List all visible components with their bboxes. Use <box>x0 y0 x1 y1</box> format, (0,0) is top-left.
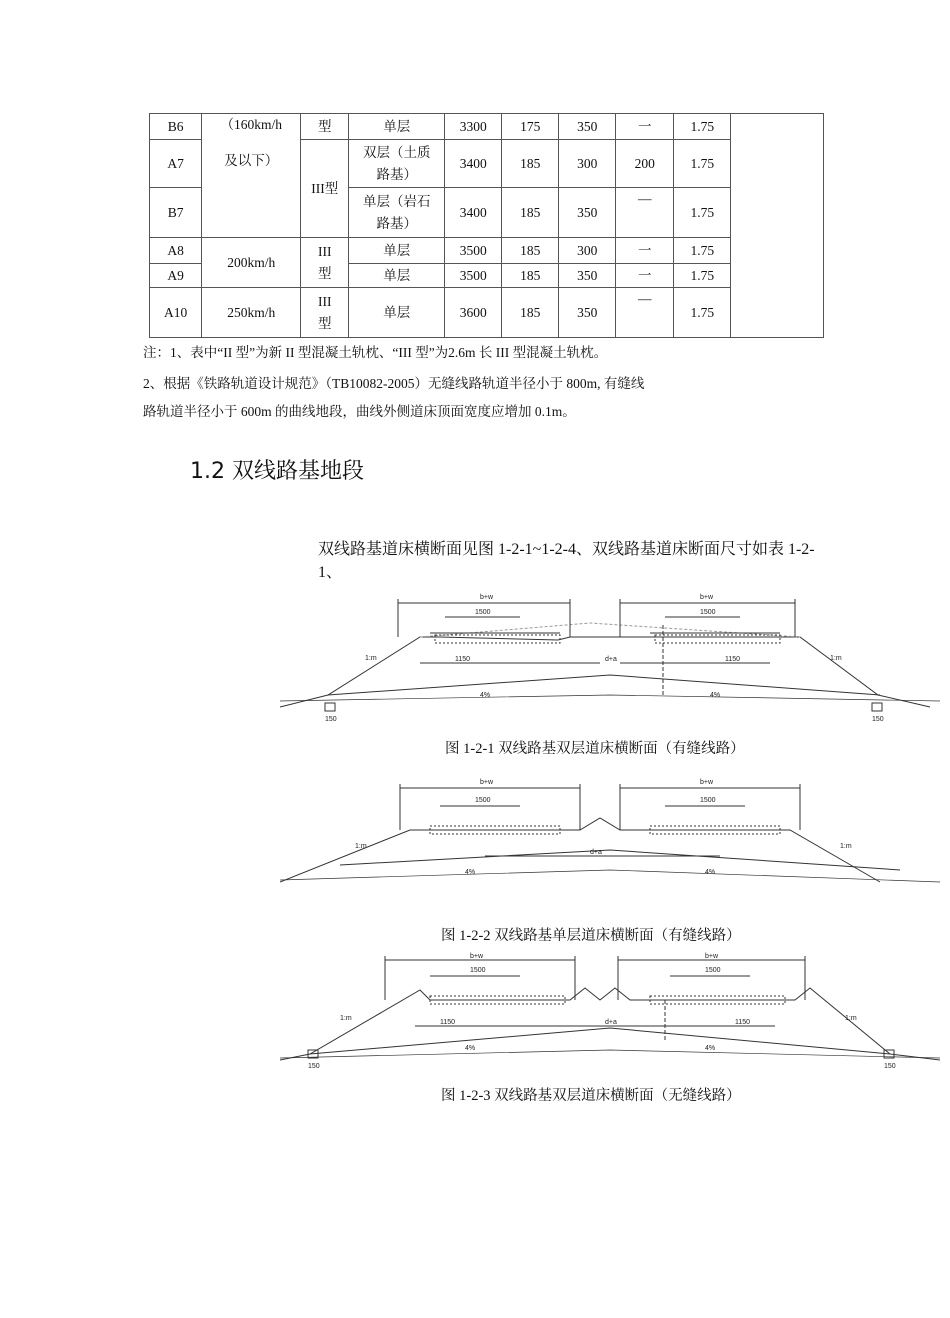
dim-label: b+w <box>470 953 484 960</box>
dim-label: 1150 <box>725 656 741 663</box>
table-cell: 一 <box>616 114 674 140</box>
speed-label: 及以下） <box>224 153 279 168</box>
cross-section-figure-3 <box>280 950 940 1075</box>
dim-label: d+a <box>605 1019 617 1026</box>
dim-label: 1500 <box>700 609 716 616</box>
table-cell: 350 <box>559 288 616 338</box>
table-cell: 300 <box>559 238 616 264</box>
table-cell: 200 <box>616 140 674 188</box>
table-cell <box>731 114 824 338</box>
dim-label: 150 <box>325 716 337 723</box>
table-cell: 1.75 <box>674 264 731 288</box>
dim-label: b+w <box>480 779 494 786</box>
section-heading: 1.2 双线路基地段 <box>190 459 364 484</box>
table-cell: B7 <box>150 188 202 238</box>
table-cell: 1.75 <box>674 188 731 238</box>
figure-caption: 图 1-2-1 双线路基双层道床横断面（有缝线路） <box>445 741 745 757</box>
table-cell: 3300 <box>445 114 502 140</box>
table-cell: 双层（土质路基） <box>349 140 445 188</box>
table-cell: 185 <box>502 140 559 188</box>
table-cell: 350 <box>559 114 616 140</box>
table-cell: A10 <box>150 288 202 338</box>
table-cell: 3500 <box>445 238 502 264</box>
table-cell: 175 <box>502 114 559 140</box>
spec-table <box>149 113 824 338</box>
dim-label: b+w <box>480 594 494 601</box>
dim-label: 4% <box>480 692 491 699</box>
dim-label: 1:m <box>840 843 852 850</box>
dim-label: 4% <box>705 869 716 876</box>
intro-paragraph: 双线路基道床横断面见图 1-2-1~1-2-4、双线路基道床断面尺寸如表 1-2-1、 <box>318 541 815 581</box>
dim-label: 4% <box>465 869 476 876</box>
table-cell: 型 <box>301 114 349 140</box>
table-cell: 1.75 <box>674 288 731 338</box>
table-cell: 单层（岩石路基） <box>349 188 445 238</box>
dim-label: 1150 <box>455 656 471 663</box>
dim-label: 1500 <box>475 797 491 804</box>
table-cell: 1.75 <box>674 140 731 188</box>
table-cell: III型 <box>301 238 349 288</box>
table-cell <box>202 114 301 238</box>
table-cell: 350 <box>559 264 616 288</box>
table-cell: 一 <box>616 264 674 288</box>
table-cell: 单层 <box>349 288 445 338</box>
table-cell: 185 <box>502 188 559 238</box>
dim-label: 1150 <box>440 1019 456 1026</box>
speed-label: （160km/h <box>220 117 282 132</box>
table-cell: — <box>616 188 674 238</box>
dim-label: 1:m <box>845 1015 857 1022</box>
table-cell: A7 <box>150 140 202 188</box>
figure-caption: 图 1-2-3 双线路基双层道床横断面（无缝线路） <box>441 1088 741 1104</box>
dim-label: 1:m <box>365 655 377 662</box>
table-note: 注：1、表中“II 型”为新 II 型混凝土轨枕、“III 型”为2.6m 长 III 型混凝土轨枕。 <box>143 345 608 360</box>
dim-label: 1500 <box>700 797 716 804</box>
table-cell: 单层 <box>349 114 445 140</box>
table-cell: 一 <box>616 238 674 264</box>
table-cell: 185 <box>502 264 559 288</box>
dim-label: b+w <box>700 594 714 601</box>
table-cell: 350 <box>559 188 616 238</box>
table-cell: 1.75 <box>674 238 731 264</box>
dim-label: d+a <box>605 656 617 663</box>
table-cell: 单层 <box>349 264 445 288</box>
dim-label: 4% <box>710 692 721 699</box>
dim-label: 4% <box>705 1045 716 1052</box>
table-cell: III型 <box>301 288 349 338</box>
dim-label: 1500 <box>470 967 486 974</box>
dim-label: 1500 <box>475 609 491 616</box>
table-note: 路轨道半径小于 600m 的曲线地段，曲线外侧道床顶面宽度应增加 0.1m。 <box>143 404 576 419</box>
dim-label: b+w <box>705 953 719 960</box>
table-cell: 3500 <box>445 264 502 288</box>
table-cell: A8 <box>150 238 202 264</box>
dim-label: 1:m <box>355 843 367 850</box>
table-cell: B6 <box>150 114 202 140</box>
table-cell: — <box>616 288 674 338</box>
table-cell: 200km/h <box>202 238 301 288</box>
dim-label: 1150 <box>735 1019 751 1026</box>
dim-label: b+w <box>700 779 714 786</box>
dim-label: 1:m <box>340 1015 352 1022</box>
table-note: 2、根据《铁路轨道设计规范》（TB10082-2005）无缝线路轨道半径小于 800m, 有缝线 <box>143 376 645 391</box>
table-row <box>150 238 824 264</box>
table-cell: 1.75 <box>674 114 731 140</box>
table-cell: 单层 <box>349 238 445 264</box>
cross-section-figure-2 <box>280 770 940 890</box>
table-cell: A9 <box>150 264 202 288</box>
table-cell: 185 <box>502 238 559 264</box>
table-row <box>150 288 824 338</box>
cross-section-figure-1 <box>280 585 940 725</box>
table-cell: 300 <box>559 140 616 188</box>
dim-label: 4% <box>465 1045 476 1052</box>
table-cell: 3400 <box>445 188 502 238</box>
table-row <box>150 114 824 140</box>
table-cell: 250km/h <box>202 288 301 338</box>
dim-label: 150 <box>872 716 884 723</box>
figure-caption: 图 1-2-2 双线路基单层道床横断面（有缝线路） <box>441 928 741 944</box>
dim-label: 1500 <box>705 967 721 974</box>
table-cell: 3600 <box>445 288 502 338</box>
dim-label: 1:m <box>830 655 842 662</box>
dim-label: 150 <box>308 1063 320 1070</box>
table-cell: 3400 <box>445 140 502 188</box>
dim-label: 150 <box>884 1063 896 1070</box>
dim-label: d+a <box>590 849 602 856</box>
table-cell: III型 <box>301 140 349 238</box>
table-cell: 185 <box>502 288 559 338</box>
